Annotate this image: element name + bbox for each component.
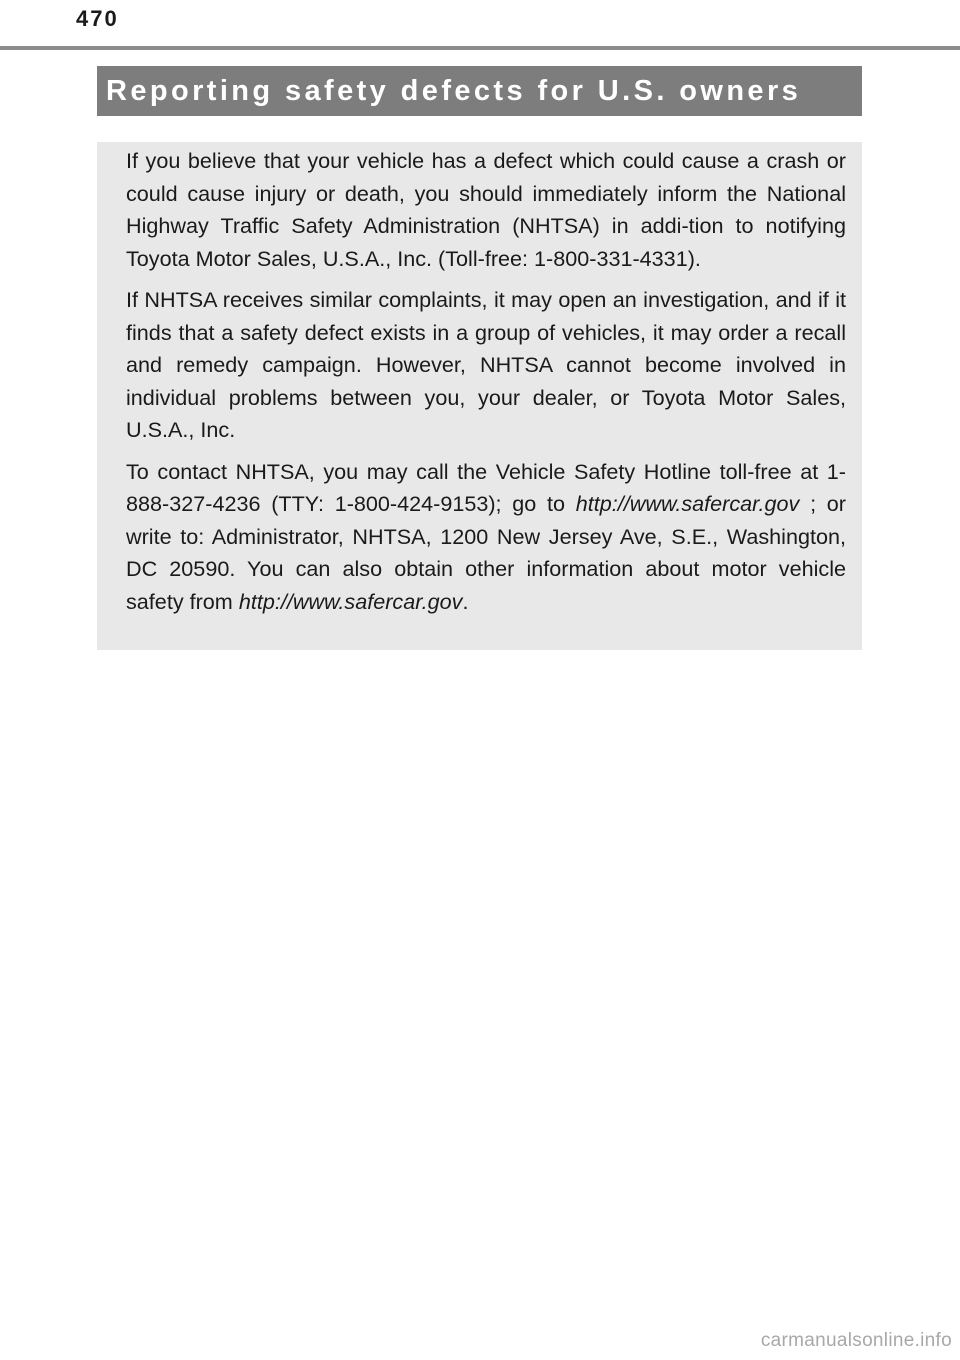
contact-text-3: . — [462, 588, 469, 614]
paragraph-defect-reporting: If you believe that your vehicle has a defect which could cause a crash or could cause injury or death, you should immediately inform the National Highway Traffic Safety Administration (NHTSA) in addi-tion to notifying Toyota Motor Sales, U.S.A., Inc. (Toll-free: 1-800-331-4331). — [126, 148, 846, 271]
section-title: Reporting safety defects for U.S. owners — [106, 74, 802, 107]
paragraph-contact-nhtsa — [126, 456, 846, 619]
contact-text-1: To contact NHTSA, you may call the Vehicle Safety Hotline toll-free at 1-888-327-4236 (TTY: 1-800-424-9153); go to — [126, 458, 846, 516]
safercar-link[interactable]: http://www.safercar.gov — [575, 491, 800, 516]
paragraph-nhtsa-investigation: If NHTSA receives similar complaints, it may open an investigation, and if it finds that a safety defect exists in a group of vehicles, it may order a recall and remedy campaign. However, NHTSA cannot become involved in individual problems between you, your dealer, or Toyota Motor Sales, U.S.A., Inc. — [126, 287, 846, 442]
header-rule — [0, 46, 960, 50]
content-box — [97, 142, 862, 650]
watermark: carmanualsonline.info — [760, 1330, 952, 1351]
contact-text-2: ; or write to: Administrator, NHTSA, 1200 New Jersey Ave, S.E., Washington, DC 20590. You can also obtain other information about motor vehicle safety from — [126, 491, 846, 614]
page-number: 470 — [76, 6, 119, 31]
section-header — [97, 66, 862, 116]
safercar-link-2[interactable]: http://www.safercar.gov — [238, 588, 463, 614]
